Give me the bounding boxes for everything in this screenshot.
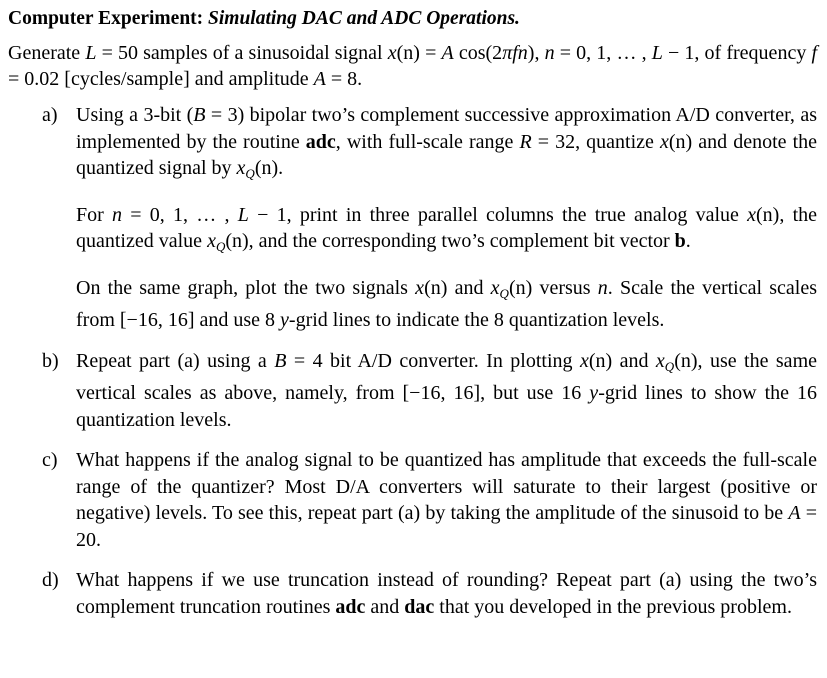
task-b-paragraph: Repeat part (a) using a B = 4 bit A/D converter. In plotting x(n) and $x_Q(n)$, use the same vertical scales as above, namely, from [−16, 16], but use 16 y-grid lines to show the 16 quantization levels. <box>76 349 818 431</box>
task-label-a: a) <box>42 104 58 126</box>
task-a-paragraph-2: For n = 0, 1, … , L − 1, print in three parallel columns the true analog value x(n), the quantized value $x_Q(n)$, and the corresponding two’s complement bit vector b. <box>76 203 818 254</box>
task-item-a <box>8 102 817 334</box>
task-a-paragraph-1: Using a 3-bit (B = 3) bipolar two’s complement successive approximation A/D converter, as implemented by the routine adc, with full-scale range R = 32, quantize x(n) and denote the quantized signal by $x_Q(n)$. <box>76 104 818 181</box>
task-item-c <box>8 447 817 553</box>
title-subject: Simulating DAC and ADC Operations. <box>208 8 520 29</box>
task-item-d <box>8 567 817 620</box>
task-c-paragraph: What happens if the analog signal to be quantized has amplitude that exceeds the full-scale range of the quantizer? Most D/A converters will saturate to their largest (positive or negative) levels. To see this, repeat part (a) by taking the amplitude of the sinusoid to be A = 20. <box>76 449 817 551</box>
intro-paragraph: Generate L = 50 samples of a sinusoidal signal x(n) = A cos(2πfn), n = 0, 1, … , L − 1, of frequency f = 0.02 [cycles/sample] and amplitude A = 8. <box>8 42 818 90</box>
task-label-c: c) <box>42 449 58 471</box>
task-label-d: d) <box>42 569 59 591</box>
task-a-paragraph-3: On the same graph, plot the two signals x(n) and $x_Q(n)$ versus n. Scale the vertical scales from [−16, 16] and use 8 y-grid lines to indicate the 8 quantization levels. <box>76 276 817 331</box>
task-item-b <box>8 348 817 434</box>
title-label: Computer Experiment: <box>8 8 204 29</box>
task-d-paragraph: What happens if we use truncation instead of rounding? Repeat part (a) using the two’s complement truncation routines adc and dac that you developed in the previous problem. <box>76 569 817 618</box>
experiment-title <box>8 6 817 32</box>
task-list <box>8 102 817 620</box>
task-label-b: b) <box>42 349 59 372</box>
